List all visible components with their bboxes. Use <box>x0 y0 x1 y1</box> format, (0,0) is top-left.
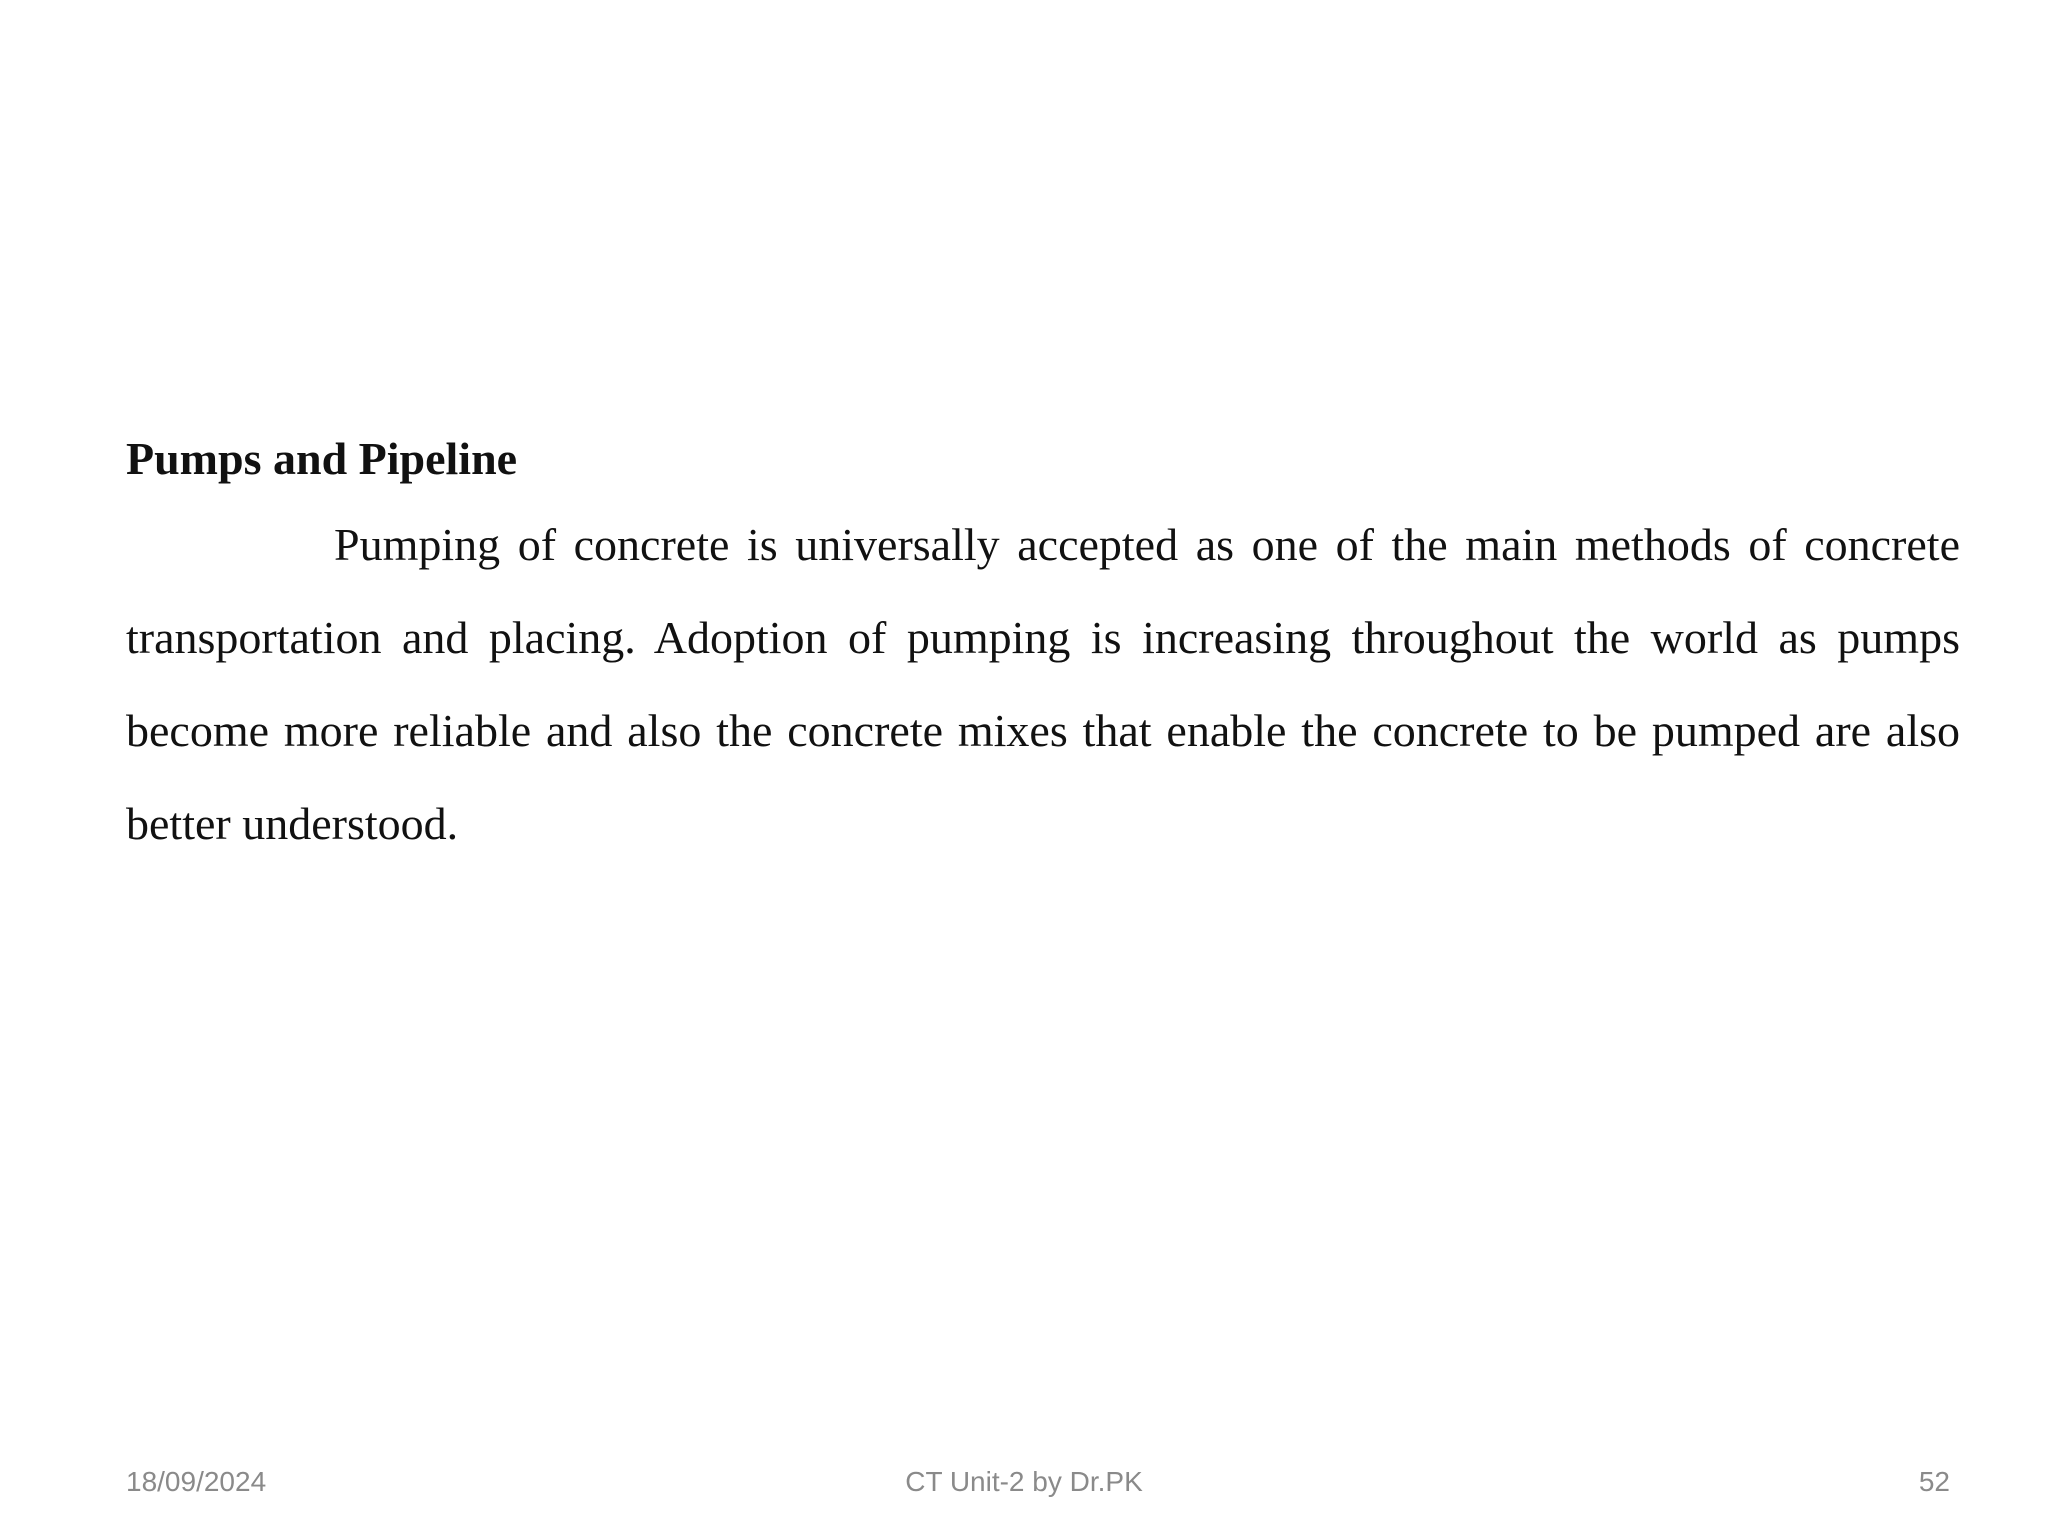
slide-heading: Pumps and Pipeline <box>126 433 518 484</box>
footer-date: 18/09/2024 <box>126 1466 267 1497</box>
footer-page-number: 52 <box>1918 1466 1950 1497</box>
slide-content <box>126 428 1960 870</box>
slide-paragraph: Pumping of concrete is universally accepted as one of the main methods of concrete transportation and placing. Adoption of pumping is increasing throughout the world as pumps become more reliable and also the concrete mixes that enable the concrete to be pumped are also better understood. <box>126 519 1960 849</box>
footer-title: CT Unit-2 by Dr.PK <box>905 1466 1143 1497</box>
